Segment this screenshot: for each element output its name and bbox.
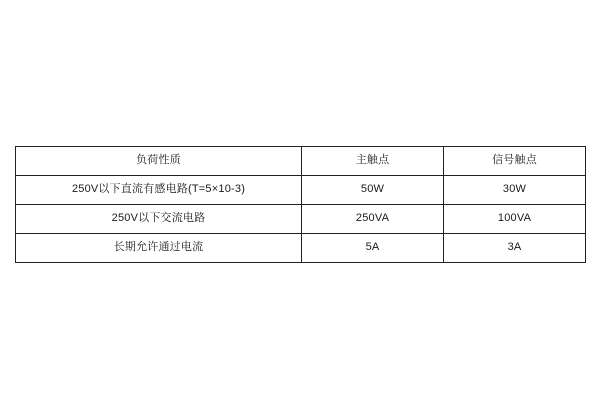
- cell-signal-contact: 3A: [444, 234, 586, 263]
- column-header-main-contact: 主触点: [302, 147, 444, 176]
- cell-load-type: 250V以下直流有感电路(T=5×10-3): [16, 176, 302, 205]
- table-row: [16, 205, 586, 234]
- spec-table-container: [15, 146, 585, 263]
- table-row: [16, 234, 586, 263]
- cell-signal-contact: 100VA: [444, 205, 586, 234]
- cell-signal-contact: 30W: [444, 176, 586, 205]
- contact-rating-table: [15, 146, 586, 263]
- table-row: [16, 176, 586, 205]
- column-header-signal-contact: 信号触点: [444, 147, 586, 176]
- table-header-row: [16, 147, 586, 176]
- cell-main-contact: 250VA: [302, 205, 444, 234]
- cell-load-type: 长期允许通过电流: [16, 234, 302, 263]
- column-header-load-type: 负荷性质: [16, 147, 302, 176]
- cell-main-contact: 5A: [302, 234, 444, 263]
- cell-main-contact: 50W: [302, 176, 444, 205]
- cell-load-type: 250V以下交流电路: [16, 205, 302, 234]
